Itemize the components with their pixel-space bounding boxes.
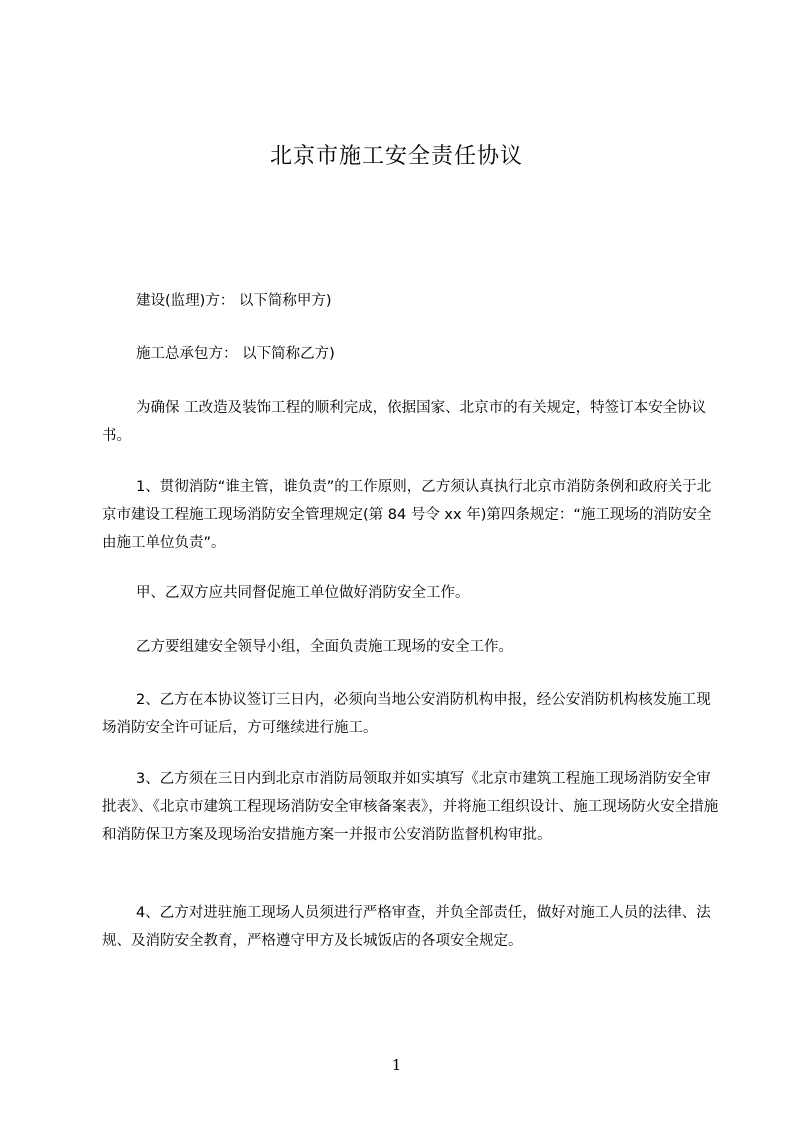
- paragraph-clause-2: 2、乙方在本协议签订三日内，必须向当地公安消防机构申报，经公安消防机构核发施工现场消防安全许可证后，方可继续进行施工。: [102, 692, 711, 736]
- document-title: 北京市施工安全责任协议: [269, 144, 523, 169]
- paragraph-purpose: 为确保 工改造及装饰工程的顺利完成，依据国家、北京市的有关规定，特签订本安全协议书。: [102, 400, 707, 444]
- page-number: 1: [391, 1056, 402, 1074]
- paragraph-joint-supervision: 甲、乙双方应共同督促施工单位做好消防安全工作。: [136, 585, 470, 601]
- paragraph-clause-1: 1、贯彻消防“谁主管，谁负责”的工作原则，乙方须认真执行北京市消防条例和政府关于北京市建设工程施工现场消防安全管理规定(第 84 号令 xx 年)第四条规定：“施工现场的消防安全由施工单位负责”。: [102, 479, 712, 551]
- paragraph-party-a: 建设(监理)方： 以下简称甲方): [136, 293, 332, 309]
- paragraph-clause-4: 4、乙方对进驻施工现场人员须进行严格审查，并负全部责任，做好对施工人员的法律、法规、及消防安全教育，严格遵守甲方及长城饭店的各项安全规定。: [102, 905, 711, 949]
- paragraph-safety-team: 乙方要组建安全领导小组，全面负责施工现场的安全工作。: [136, 639, 513, 655]
- paragraph-clause-3: 3、乙方须在三日内到北京市消防局领取并如实填写《北京市建筑工程施工现场消防安全审批表》、《北京市建筑工程现场消防安全审核备案表》，并将施工组织设计、施工现场防火安全措施和消防保卫方案及现场治安措施方案一并报市公安消防监督机构审批。: [102, 771, 719, 843]
- paragraph-party-b: 施工总承包方： 以下简称乙方): [136, 346, 335, 362]
